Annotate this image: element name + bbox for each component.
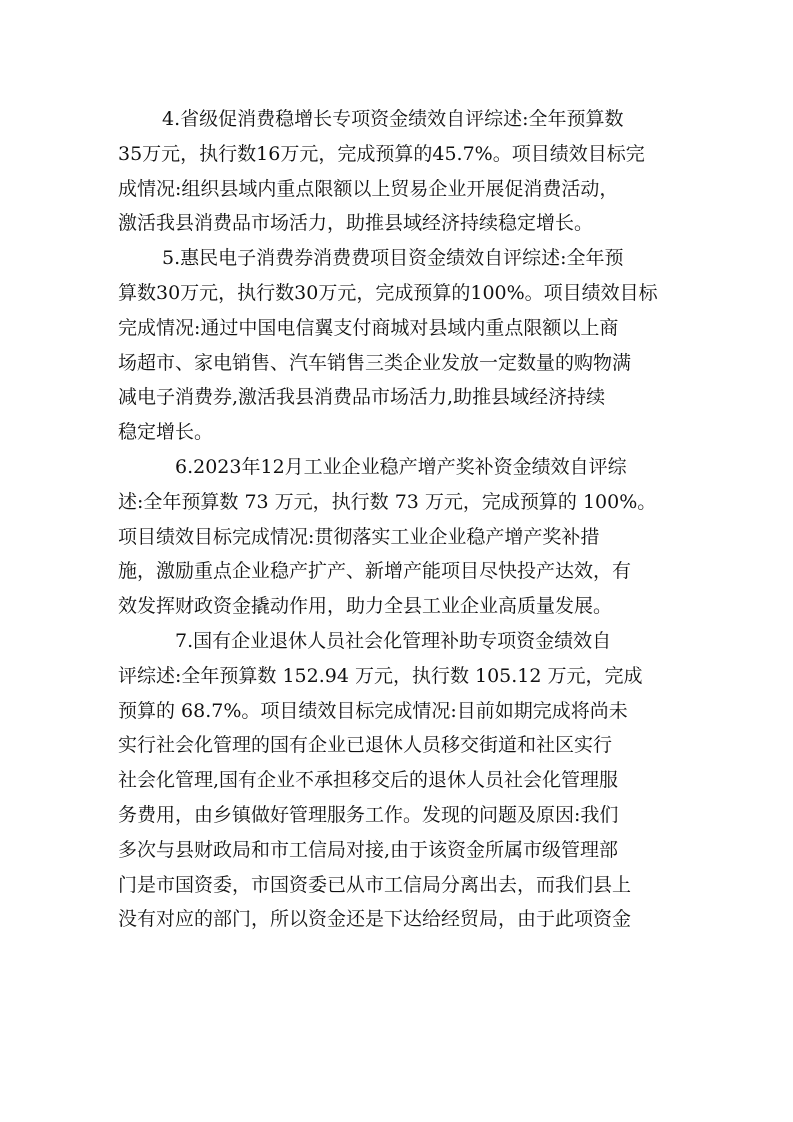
text-line: 场超市、家电销售、汽车销售三类企业发放一定数量的购物满 bbox=[118, 351, 632, 374]
document-body bbox=[118, 102, 688, 937]
text-line: 激活我县消费品市场活力，助推县域经济持续稳定增长。 bbox=[118, 212, 594, 235]
text-line: 4.省级促消费稳增长专项资金绩效自评综述:全年预算数 bbox=[162, 108, 624, 130]
text-line: 社会化管理,国有企业不承担移交后的退休人员社会化管理服 bbox=[118, 769, 619, 792]
text-line: 5.惠民电子消费券消费费项目资金绩效自评综述:全年预 bbox=[162, 247, 624, 270]
text-line: 减电子消费券,激活我县消费品市场活力,助推县域经济持续 bbox=[118, 386, 606, 409]
text-line: 35万元，执行数16万元，完成预算的45.7%。项目绩效目标完 bbox=[118, 142, 645, 165]
text-line: 门是市国资委，市国资委已从市工信局分离出去，而我们县上 bbox=[118, 873, 632, 896]
text-line: 完成情况:通过中国电信翼支付商城对县域内重点限额以上商 bbox=[118, 316, 619, 339]
paragraph-6 bbox=[118, 450, 688, 624]
paragraph-4 bbox=[118, 102, 688, 241]
text-line: 算数30万元，执行数30万元，完成预算的100%。项目绩效目标 bbox=[118, 281, 658, 304]
text-line: 评综述:全年预算数 152.94 万元，执行数 105.12 万元，完成 bbox=[118, 664, 643, 687]
text-line: 成情况:组织县域内重点限额以上贸易企业开展促消费活动， bbox=[118, 177, 619, 200]
text-line: 预算的 68.7%。项目绩效目标完成情况:目前如期完成将尚未 bbox=[118, 699, 628, 722]
paragraph-5 bbox=[118, 241, 688, 450]
text-line: 6.2023年12月工业企业稳产增产奖补资金绩效自评综 bbox=[175, 455, 627, 478]
text-line: 施，激励重点企业稳产扩产、新增产能项目尽快投产达效，有 bbox=[118, 560, 632, 583]
text-line: 效发挥财政资金撬动作用，助力全县工业企业高质量发展。 bbox=[118, 595, 613, 618]
paragraph-7 bbox=[118, 624, 688, 937]
text-line: 述:全年预算数 73 万元，执行数 73 万元，完成预算的 100%。 bbox=[118, 490, 657, 513]
text-line: 稳定增长。 bbox=[118, 421, 214, 444]
text-line: 没有对应的部门，所以资金还是下达给经贸局，由于此项资金 bbox=[118, 908, 632, 931]
text-line: 实行社会化管理的国有企业已退休人员移交街道和社区实行 bbox=[118, 734, 613, 757]
text-line: 7.国有企业退休人员社会化管理补助专项资金绩效自 bbox=[175, 629, 612, 652]
text-line: 项目绩效目标完成情况:贯彻落实工业企业稳产增产奖补措 bbox=[118, 525, 600, 548]
text-line: 务费用，由乡镇做好管理服务工作。发现的问题及原因:我们 bbox=[118, 803, 619, 826]
text-line: 多次与县财政局和市工信局对接,由于该资金所属市级管理部 bbox=[118, 838, 619, 861]
